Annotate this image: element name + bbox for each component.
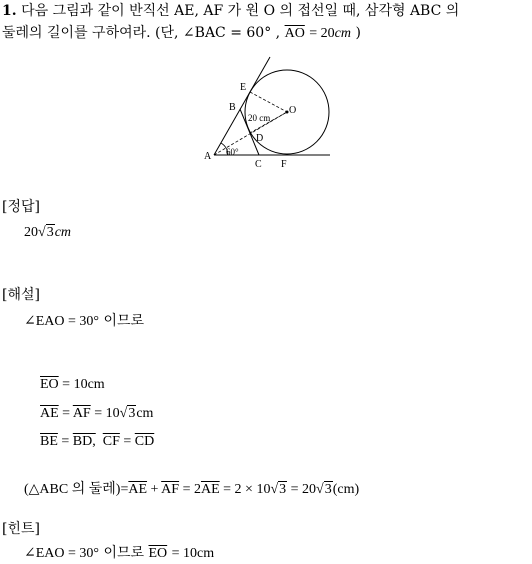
label-c: C bbox=[255, 159, 262, 170]
segment-eo-dashed bbox=[250, 92, 287, 112]
segment-ae: $\overline{AE}$ bbox=[128, 482, 148, 497]
label-b: B bbox=[229, 102, 236, 113]
ae-sqrt: √3 bbox=[119, 406, 136, 421]
question-text-2: 둘레의 길이를 구하여라. (단, ∠BAC = 60° , bbox=[2, 25, 281, 41]
label-f: F bbox=[281, 159, 287, 170]
perimeter-equation bbox=[24, 481, 359, 499]
ao-value: = 20 bbox=[309, 26, 335, 41]
hint-heading: [힌트] bbox=[2, 521, 40, 537]
label-a: A bbox=[204, 151, 212, 162]
segment-ao: $\overline{AO}$ bbox=[284, 26, 305, 41]
segment-bd: BD, bbox=[72, 434, 96, 449]
question-line-2 bbox=[2, 24, 361, 43]
segment-ae: $\overline{AE}$ bbox=[40, 406, 59, 421]
angle-label: 60° bbox=[226, 147, 239, 157]
segment-af: $\overline{AF}$ bbox=[161, 482, 180, 497]
equation-be-bd bbox=[40, 433, 154, 451]
segment-be: $\overline{BE}$ bbox=[40, 434, 58, 449]
answer-unit: cm bbox=[54, 225, 72, 240]
therefore-text: 이므로 bbox=[103, 313, 145, 329]
eo-value: = 10cm bbox=[62, 377, 105, 392]
geometry-figure bbox=[200, 55, 335, 173]
ao-unit: cm bbox=[334, 26, 351, 41]
equation-eo bbox=[40, 376, 105, 394]
perimeter-eq-2: = 2 bbox=[182, 482, 201, 497]
segment-af: $\overline{AF}$ bbox=[72, 406, 91, 421]
length-label: 20 cm bbox=[248, 113, 271, 123]
answer-sqrt: √3 bbox=[38, 225, 54, 240]
hint-therefore: 이므로 bbox=[103, 545, 145, 561]
segment-eo: $\overline{EO}$ bbox=[40, 377, 59, 392]
question-line-1 bbox=[2, 2, 459, 20]
segment-cd: $\overline{CD}$ bbox=[134, 434, 155, 449]
answer-radicand: 3 bbox=[46, 225, 54, 240]
explanation-line-1 bbox=[24, 312, 144, 331]
label-o: O bbox=[289, 105, 297, 116]
answer-heading: [정답] bbox=[2, 199, 40, 215]
perimeter-product: = 2 × 10 bbox=[223, 482, 271, 497]
perimeter-label: (△ABC 의 둘레)= bbox=[24, 482, 129, 497]
answer-coef: 20 bbox=[24, 225, 38, 240]
ae-unit: cm bbox=[136, 406, 154, 421]
segment-ae: $\overline{AE}$ bbox=[200, 482, 220, 497]
hint-angle: ∠EAO = 30° bbox=[24, 546, 99, 561]
perimeter-result-coef: = 20 bbox=[290, 482, 317, 497]
perimeter-unit: (cm) bbox=[332, 482, 360, 497]
answer-value bbox=[24, 224, 71, 242]
question-number: 1. bbox=[2, 3, 17, 19]
equals-sign: = bbox=[62, 406, 71, 421]
ae-radicand: 3 bbox=[128, 406, 136, 421]
segment-cf: $\overline{CF}$ bbox=[102, 434, 120, 449]
label-e: E bbox=[240, 82, 247, 93]
equals-sign: = bbox=[61, 434, 70, 449]
equation-ae-af bbox=[40, 405, 153, 423]
paren-close: ) bbox=[355, 25, 361, 41]
hint-eo-value: = 10cm bbox=[171, 546, 215, 561]
label-d: D bbox=[256, 133, 264, 144]
perimeter-radicand-2: 3 bbox=[324, 482, 332, 497]
ae-value-coef: = 10 bbox=[94, 406, 120, 421]
perimeter-radicand-1: 3 bbox=[279, 482, 287, 497]
angle-eao: ∠EAO = 30° bbox=[24, 314, 99, 329]
equals-sign: = bbox=[123, 434, 132, 449]
perimeter-sqrt-2: √3 bbox=[316, 482, 332, 497]
explanation-heading: [해설] bbox=[2, 287, 40, 303]
perimeter-sqrt-1: √3 bbox=[270, 482, 287, 497]
hint-segment-eo: $\overline{EO}$ bbox=[148, 546, 168, 561]
hint-line bbox=[24, 544, 214, 563]
question-text-1: 다음 그림과 같이 반직선 AE, AF 가 원 O 의 접선일 때, 삼각형 ABC 의 bbox=[21, 3, 460, 19]
plus-sign: + bbox=[150, 482, 159, 497]
